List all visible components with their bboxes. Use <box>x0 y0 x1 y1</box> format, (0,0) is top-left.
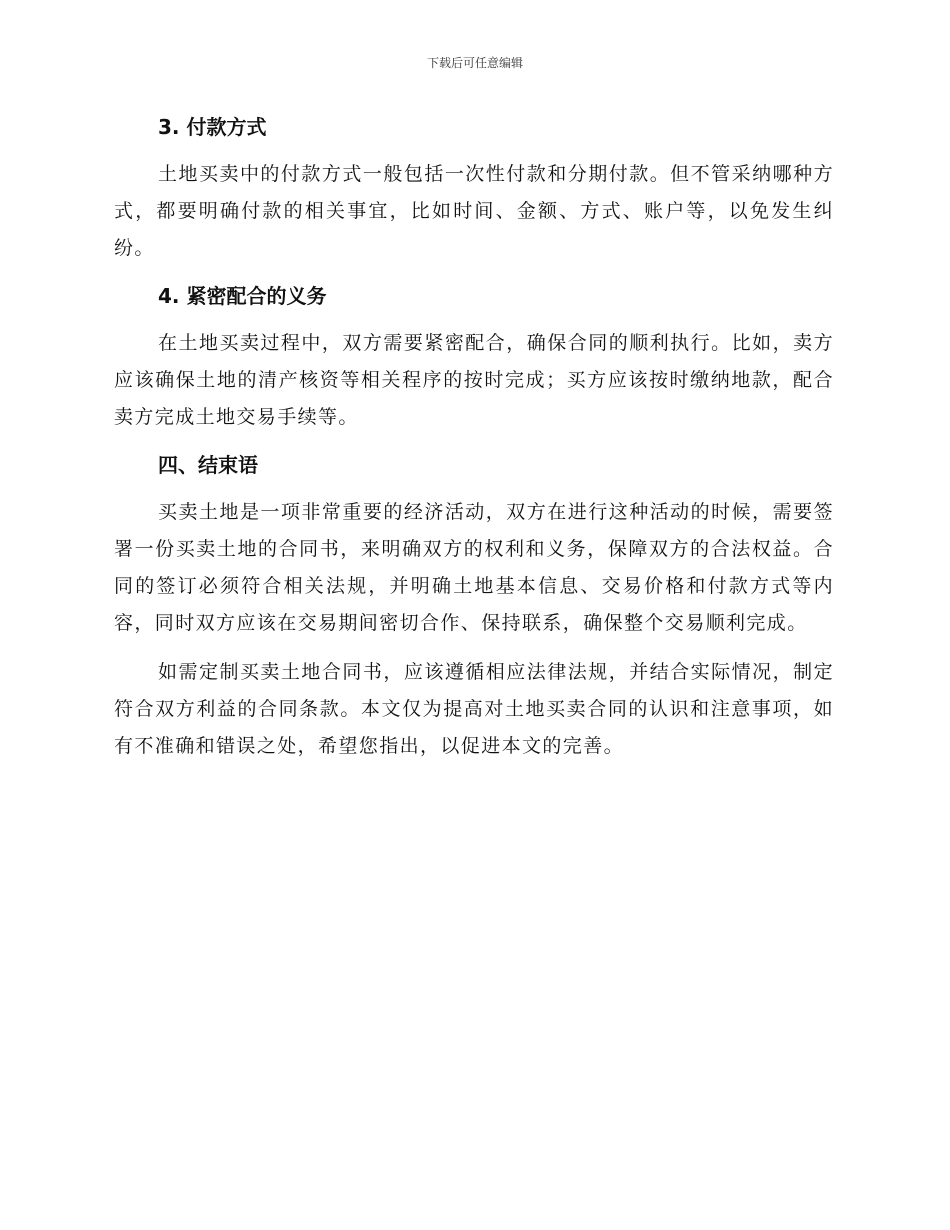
section-paragraph-cooperation: 在土地买卖过程中，双方需要紧密配合，确保合同的顺利执行。比如，卖方应该确保土地的清产核资等相关程序的按时完成；买方应该按时缴纳地款，配合卖方完成土地交易手续等。 <box>114 332 834 428</box>
section-heading-cooperation: 4. 紧密配合的义务 <box>158 284 327 308</box>
header-note: 下载后可任意编辑 <box>426 56 523 70</box>
section-heading-conclusion: 四、结束语 <box>158 453 258 477</box>
section-paragraph-payment: 土地买卖中的付款方式一般包括一次性付款和分期付款。但不管采纳哪种方式，都要明确付款的相关事宜，比如时间、金额、方式、账户等，以免发生纠纷。 <box>114 163 834 259</box>
conclusion-paragraph-2: 如需定制买卖土地合同书，应该遵循相应法律法规，并结合实际情况，制定符合双方利益的合同条款。本文仅为提高对土地买卖合同的认识和注意事项，如有不准确和错误之处，希望您指出，以促进本文的完善。 <box>114 661 834 757</box>
section-heading-payment: 3. 付款方式 <box>158 115 267 139</box>
document-content <box>114 110 834 777</box>
conclusion-paragraph-1: 买卖土地是一项非常重要的经济活动，双方在进行这种活动的时候，需要签署一份买卖土地的合同书，来明确双方的权利和义务，保障双方的合法权益。合同的签订必须符合相关法规，并明确土地基本信息、交易价格和付款方式等内容，同时双方应该在交易期间密切合作、保持联系，确保整个交易顺利完成。 <box>114 501 834 634</box>
